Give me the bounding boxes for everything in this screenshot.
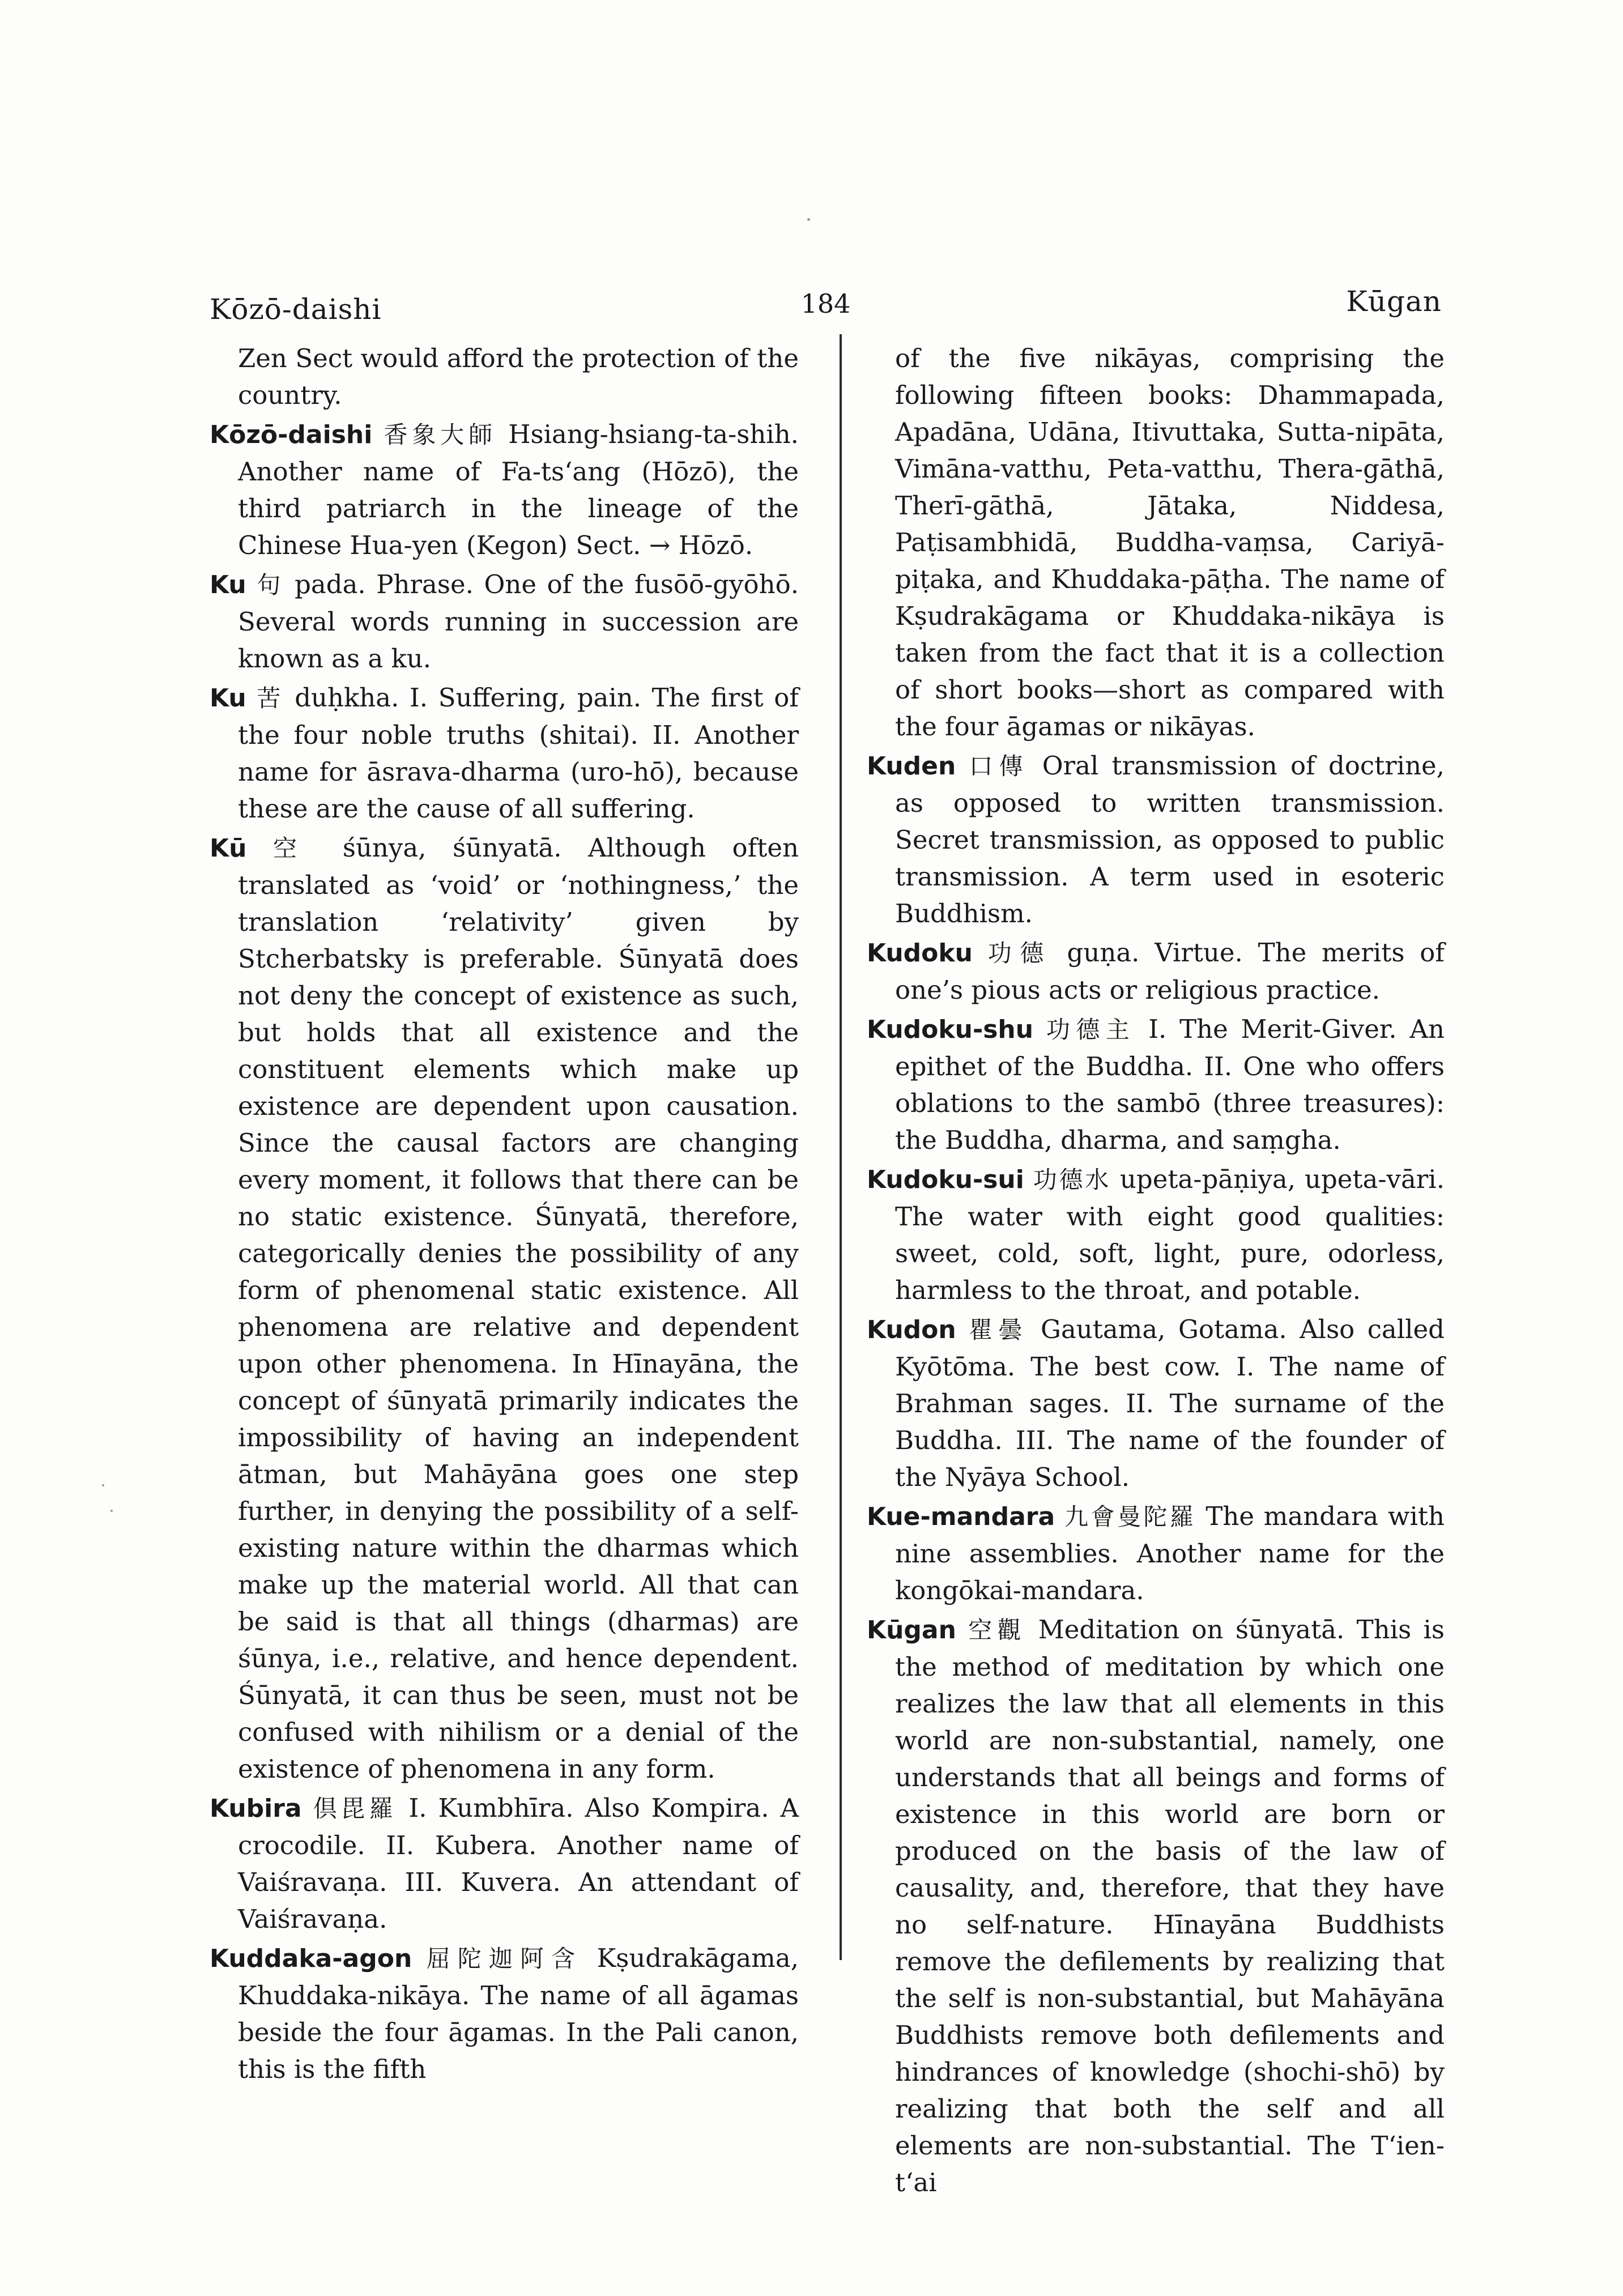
running-header [210,280,1442,326]
entry-definition: upeta-pāṇiya, upeta-vāri. The water with eight good qualities: sweet, cold, soft, light, pure, odorless, harmless to the throat, and potable. [895,1164,1445,1305]
entry-headword: Kuddaka-agon [210,1944,412,1973]
entry-definition: duḥkha. I. Suffering, pain. The first of the four noble truths (shitai). II. Another name for āsrava-dharma (uro-hō), because these are the cause of all suffering. [238,683,799,824]
right-column [867,340,1445,2203]
dictionary-entry [867,934,1445,1008]
dictionary-entry [210,1790,799,1937]
scan-speck [102,1484,104,1486]
entry-headword: Kudoku [867,939,973,968]
entry-headword: Kūgan [867,1616,956,1645]
entry-kanji: 空 [273,834,317,862]
continued-text: of the five nikāyas, comprising the following fifteen books: Dhammapada, Apadāna, Udāna, Itivuttaka, Sutta-nipāta, Vimāna-vatthu, Peta-vatthu, Thera-gāthā, Therī-gāthā, Jātaka, Niddesa, Paṭisambhidā, Buddha-vaṃsa, Cariyā-piṭaka, and Khuddaka-pāṭha. The name of Kṣudrakāgama or Khuddaka-nikāya is taken from the fact that it is a collection of short books—short as compared with the four āgamas or nikāyas. [895,343,1445,742]
entry-definition: I. The Merit-Giver. An epithet of the Buddha. II. One who offers oblations to the sambō (three treasures): the Buddha, dharma, and saṃgha. [895,1014,1445,1155]
entry-definition: Oral transmission of doctrine, as opposed to written transmission. Secret transmission, as opposed to public transmission. A term used in esoteric Buddhism. [895,751,1445,928]
entry-definition: Gautama, Gotama. Also called Kyōtōma. The best cow. I. The name of Brahman sages. II. The surname of the Buddha. III. The name of the founder of the Nyāya School. [895,1314,1445,1492]
entry-definition: śūnya, śūnyatā. Although often translated as ‘void’ or ‘nothingness,’ the translation ‘relativity’ given by Stcherbatsky is preferable. Śūnyatā does not deny the concept of existence as such, but holds that all existence and the constituent elements which make up existence are dependent upon causation. Since the causal factors are changing every moment, it follows that there can be no static existence. Śūnyatā, therefore, categorically denies the possibility of any form of phenomenal static existence. All phenomena are relative and dependent upon other phenomena. In Hīnayāna, the concept of śūnyatā primarily indicates the impossibility of having an independent ātman, but Mahāyāna goes one step further, in denying the possibility of a self-existing nature within the dharmas which make up the material world. All that can be said is that all things (dharmas) are śūnya, i.e., relative, and hence dependent. Śūnyatā, it can thus be seen, must not be confused with nihilism or a denial of the existence of phenomena in any form. [238,833,799,1784]
dictionary-entry [210,416,799,564]
entry-kanji: 句 [257,571,284,599]
left-column [210,340,799,2090]
entry-headword: Kudoku-shu [867,1015,1034,1044]
dictionary-entry [867,1161,1445,1309]
dictionary-entry [867,1611,1445,2201]
entry-definition: The mandara with nine assemblies. Another name for the kongōkai-mandara. [895,1501,1445,1605]
entry-kanji: 口傳 [969,752,1029,780]
dictionary-entry [867,1311,1445,1496]
entry-kanji: 香象大師 [384,421,497,449]
entry-kanji: 瞿曇 [969,1316,1028,1344]
entry-kanji: 功德主 [1046,1016,1136,1043]
entry-definition: guṇa. Virtue. The merits of one’s pious acts or religious practice. [895,938,1445,1005]
entry-headword: Kubira [210,1794,302,1823]
entry-definition: Meditation on śūnyatā. This is the method of meditation by which one realizes the law that all elements in this world are non-substantial, namely, one understands that all beings and forms of existence in this world are born or produced on the basis of the law of causality, and, therefore, that they have no self-nature. Hīnayāna Buddhists remove the defilements by realizing that the self is non-substantial, but Mahāyāna Buddhists remove both defilements and hindrances of knowledge (shochi-shō) by realizing that both the self and all elements are non-substantial. The T‘ien-t‘ai [895,1615,1445,2197]
dictionary-entry [867,747,1445,932]
entry-kanji: 倶毘羅 [313,1795,398,1822]
entry-headword: Kū [210,834,247,863]
column-divider [840,334,842,1960]
entry-headword: Kue-mandara [867,1502,1055,1531]
continued-text: Zen Sect would afford the protection of the country. [238,343,799,410]
right-running-head: Kūgan [1346,285,1442,318]
entry-kanji: 功德水 [1033,1166,1111,1194]
dictionary-entry [210,829,799,1787]
page-number: 184 [800,288,851,319]
entry-definition: pada. Phrase. One of the fusōō-gyōhō. Several words running in succession are known as a ku. [238,569,799,674]
dictionary-entry [210,679,799,827]
entry-definition: Kṣudrakāgama, Khuddaka-nikāya. The name of all āgamas beside the four āgamas. In the Pali canon, this is the fifth [238,1943,799,2084]
entry-headword: Kudoku-sui [867,1165,1024,1194]
entry-headword: Ku [210,684,246,713]
dictionary-entry [867,1498,1445,1609]
entry-kanji: 九會曼陀羅 [1064,1503,1196,1531]
left-running-head: Kōzō-daishi [210,293,382,326]
entry-headword: Kudon [867,1315,956,1344]
dictionary-entry [210,566,799,677]
entry-headword: Kuden [867,752,956,781]
entry-kanji: 空觀 [968,1616,1026,1644]
entry-kanji: 功德 [987,939,1052,967]
entry-kanji: 屈陀迦阿含 [426,1945,583,1973]
dictionary-entry [210,1940,799,2088]
entry-kanji: 苦 [257,684,284,712]
dictionary-entry [867,1011,1445,1158]
entry-headword: Kōzō-daishi [210,420,373,449]
scan-speck [807,218,810,221]
scan-speck [110,1510,113,1512]
entry-definition: Hsiang-hsiang-ta-shih. Another name of Fa-ts‘ang (Hōzō), the third patriarch in the lineage of the Chinese Hua-yen (Kegon) Sect. → Hōzō. [238,419,799,560]
entry-headword: Ku [210,570,246,599]
entry-definition: I. Kumbhīra. Also Kompira. A crocodile. II. Kubera. Another name of Vaiśravaṇa. III. Kuvera. An attendant of Vaiśravaṇa. [238,1793,799,1934]
